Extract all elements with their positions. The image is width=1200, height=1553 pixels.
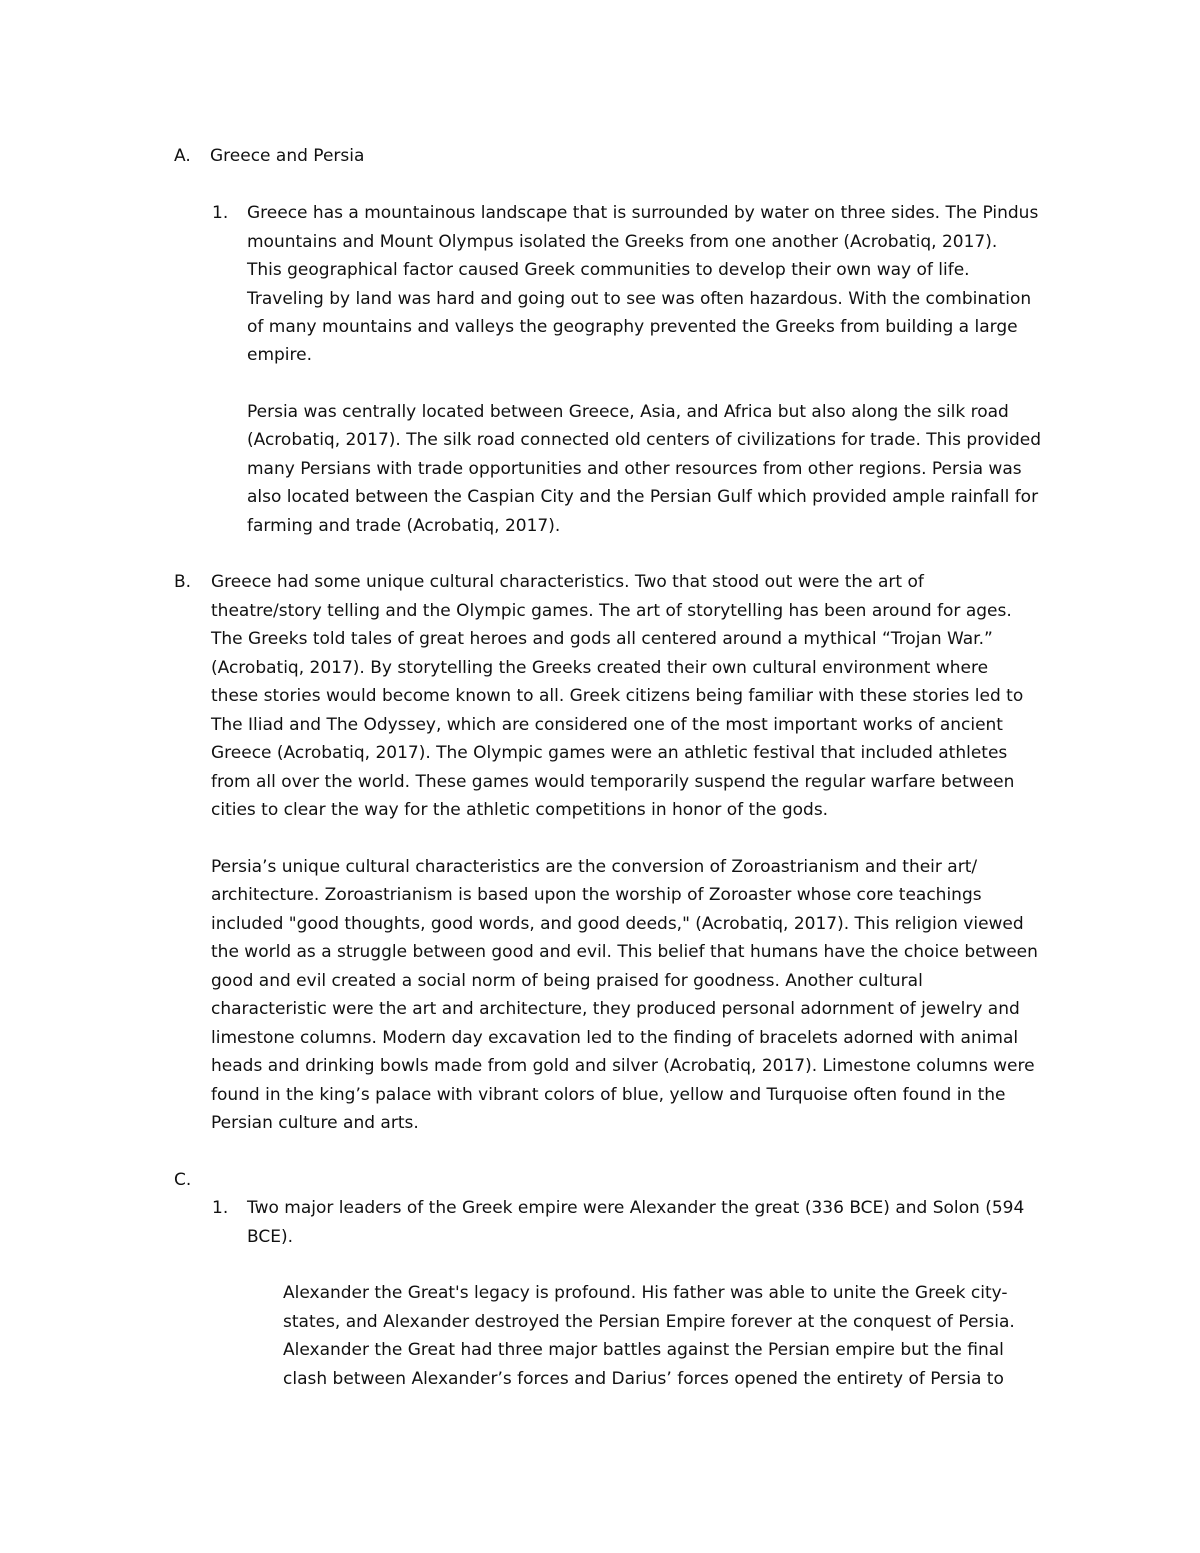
text-line: from all over the world. These games would temporarily suspend the regular warfare between <box>211 772 1015 792</box>
text-line: good and evil created a social norm of being praised for goodness. Another cultural <box>211 971 923 991</box>
section-c-item-1-marker: 1. <box>212 1198 229 1218</box>
text-line: architecture. Zoroastrianism is based upon the worship of Zoroaster whose core teachings <box>211 885 982 905</box>
text-line: many Persians with trade opportunities and other resources from other regions. Persia was <box>247 459 1022 479</box>
text-line: Two major leaders of the Greek empire were Alexander the great (336 BCE) and Solon (594 <box>247 1198 1025 1218</box>
text-line: empire. <box>247 345 313 365</box>
text-line: (Acrobatiq, 2017). The silk road connected old centers of civilizations for trade. This provided <box>247 430 1042 450</box>
text-line: limestone columns. Modern day excavation led to the finding of bracelets adorned with animal <box>211 1028 1019 1048</box>
text-line: Greece has a mountainous landscape that is surrounded by water on three sides. The Pindus <box>247 203 1039 223</box>
text-line: Greece had some unique cultural characteristics. Two that stood out were the art of <box>211 572 924 592</box>
text-line: also located between the Caspian City and the Persian Gulf which provided ample rainfall for <box>247 487 1039 507</box>
text-line: Alexander the Great's legacy is profound. His father was able to unite the Greek city- <box>283 1283 1008 1303</box>
text-line: theatre/story telling and the Olympic games. The art of storytelling has been around for ages. <box>211 601 1012 621</box>
text-line: Persia was centrally located between Greece, Asia, and Africa but also along the silk road <box>247 402 1009 422</box>
text-line: This geographical factor caused Greek communities to develop their own way of life. <box>247 260 970 280</box>
text-line: clash between Alexander’s forces and Darius’ forces opened the entirety of Persia to <box>283 1369 1004 1389</box>
text-line: (Acrobatiq, 2017). By storytelling the Greeks created their own cultural environment where <box>211 658 989 678</box>
section-c-marker: C. <box>174 1170 192 1190</box>
text-line: Greece (Acrobatiq, 2017). The Olympic games were an athletic festival that included athletes <box>211 743 1008 763</box>
text-line: Persian culture and arts. <box>211 1113 419 1133</box>
section-a-item-1-marker: 1. <box>212 203 229 223</box>
text-line: Persia’s unique cultural characteristics are the conversion of Zoroastrianism and their art/ <box>211 857 978 877</box>
text-line: BCE). <box>247 1227 294 1247</box>
text-line: farming and trade (Acrobatiq, 2017). <box>247 516 561 536</box>
text-line: of many mountains and valleys the geography prevented the Greeks from building a large <box>247 317 1018 337</box>
text-line: found in the king’s palace with vibrant colors of blue, yellow and Turquoise often found in the <box>211 1085 1006 1105</box>
section-b-marker: B. <box>174 572 192 592</box>
section-a-marker: A. <box>174 146 191 166</box>
text-line: Traveling by land was hard and going out to see was often hazardous. With the combination <box>247 289 1032 309</box>
text-line: The Greeks told tales of great heroes and gods all centered around a mythical “Trojan War.” <box>211 629 993 649</box>
text-line: heads and drinking bowls made from gold and silver (Acrobatiq, 2017). Limestone columns were <box>211 1056 1035 1076</box>
text-line: The Iliad and The Odyssey, which are considered one of the most important works of ancient <box>211 715 1003 735</box>
text-line: mountains and Mount Olympus isolated the Greeks from one another (Acrobatiq, 2017). <box>247 232 998 252</box>
text-line: cities to clear the way for the athletic competitions in honor of the gods. <box>211 800 829 820</box>
section-a-heading: Greece and Persia <box>210 146 365 166</box>
text-line: the world as a struggle between good and evil. This belief that humans have the choice between <box>211 942 1038 962</box>
text-line: states, and Alexander destroyed the Persian Empire forever at the conquest of Persia. <box>283 1312 1015 1332</box>
text-line: Alexander the Great had three major battles against the Persian empire but the final <box>283 1340 1004 1360</box>
text-line: included "good thoughts, good words, and good deeds," (Acrobatiq, 2017). This religion viewed <box>211 914 1024 934</box>
text-line: these stories would become known to all. Greek citizens being familiar with these stories led to <box>211 686 1024 706</box>
text-line: characteristic were the art and architecture, they produced personal adornment of jewelry and <box>211 999 1020 1019</box>
